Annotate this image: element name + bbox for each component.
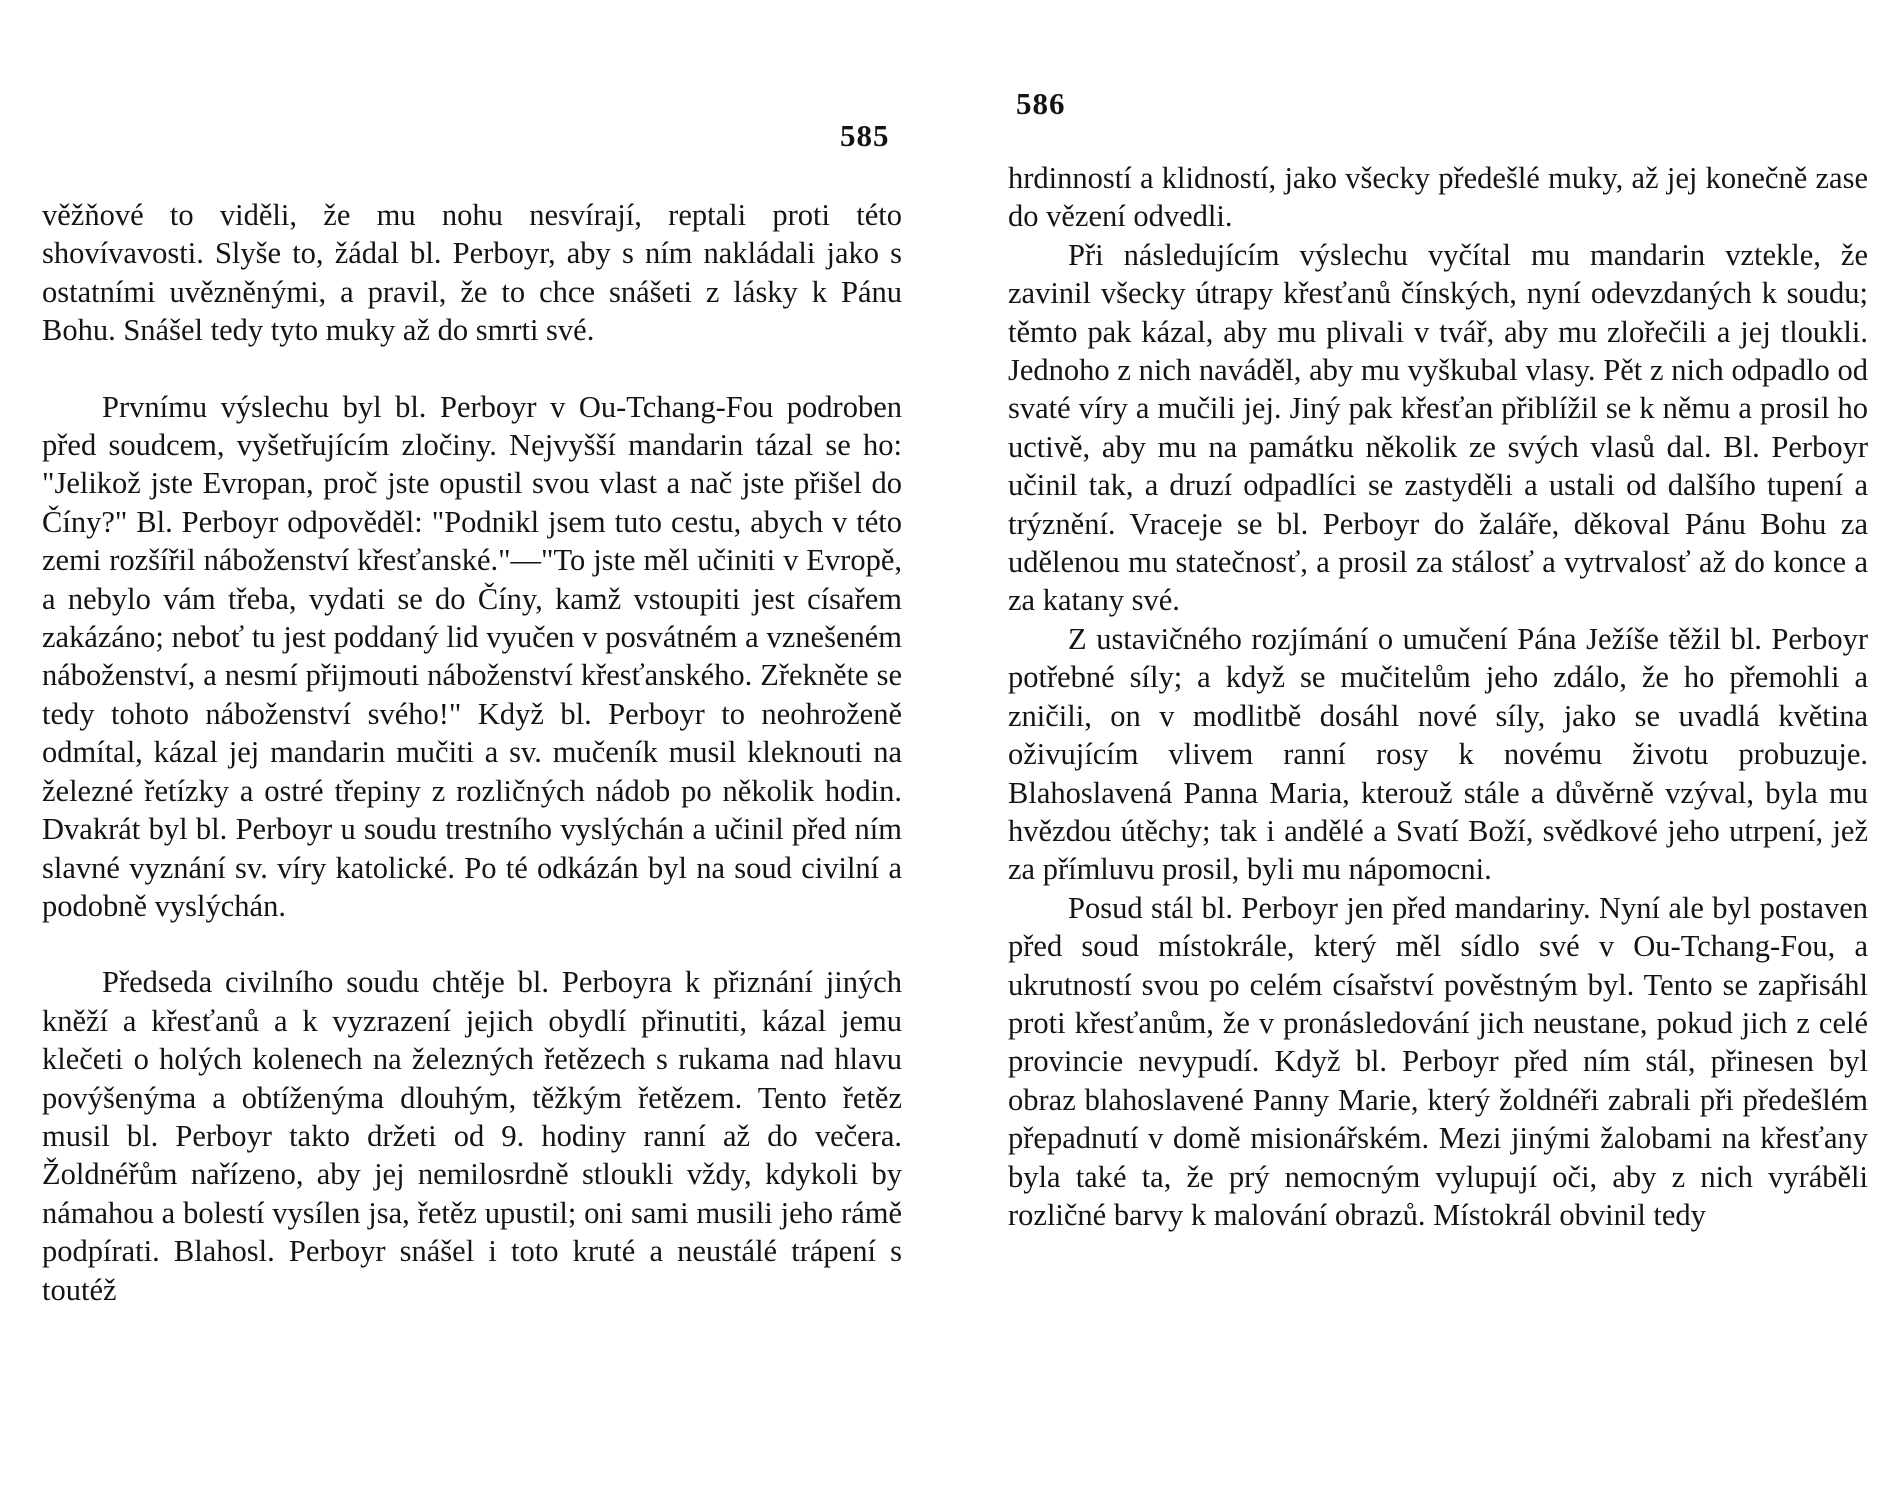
left-paragraph-3: Předseda civilního soudu chtěje bl. Perboyra k přiznání jiných kněží a křesťanů a k vyzrazení jejich obydlí přinutiti, kázal jemu klečeti o holých kolenech na železných řetězech s rukama nad hlavu povýšenýma a obtíženýma dlouhým, těžkým řetězem. Tento řetěz musil bl. Perboyr takto držeti od 9. hodiny ranní až do večera. Žoldnéřům nařízeno, aby jej nemilosrdně stloukli vždy, kdykoli by námahou a bolestí vysílen jsa, řetěz upustil; oni sami musili jeho rámě podpírati. Blahosl. Perboyr snášel i toto kruté a neustálé trápení s toutéž <box>42 965 902 1307</box>
right-paragraph-3: Z ustavičného rozjímání o umučení Pána Ježíše těžil bl. Perboyr potřebné síly; a když se mučitelům jeho zdálo, že ho přemohli a zničili, on v modlitbě dosáhl nové síly, jako se uvadlá květina oživujícím vlivem ranní rosy k novému životu probuzuje. Blahoslavená Panna Maria, kterouž stále a důvěrně vzýval, byla mu hvězdou útěchy; tak i andělé a Svatí Boží, svědkové jeho utrpení, jež za přímluvu prosil, byli mu nápomocni. <box>1008 621 1868 887</box>
left-paragraph-2: Prvnímu výslechu byl bl. Perboyr v Ou-Tchang-Fou podroben před soudcem, vyšetřujícím zločiny. Nejvyšší mandarin tázal se ho: "Jelikož jste Evropan, proč jste opustil svou vlast a nač jste přišel do Číny?" Bl. Perboyr odpověděl: "Podnikl jsem tuto cestu, abych v této zemi rozšířil náboženství křesťanské."—"To jste měl učiniti v Evropě, a nebylo vám třeba, vydati se do Číny, kamž vstoupiti jest císařem zakázáno; neboť tu jest poddaný lid vyučen v posvátném a vznešeném náboženství, a nesmí přijmouti náboženství křesťanského. Zřekněte se tedy tohoto náboženství svého!" Když bl. Perboyr to neohroženě odmítal, kázal jej mandarin mučiti a sv. mučeník musil kleknouti na železné řetízky a ostré třepiny z rozličných nádob po několik hodin. Dvakrát byl bl. Perboyr u soudu trestního vyslýchán a učinil před ním slavné vyznání sv. víry katolické. Po té odkázán byl na soud civilní a podobně vyslýchán. <box>42 389 902 923</box>
right-page-text <box>1008 159 1868 1234</box>
left-page-text <box>42 196 902 1309</box>
right-page <box>1008 0 1868 1500</box>
right-paragraph-4: Posud stál bl. Perboyr jen před mandariny. Nyní ale byl postaven před soud místokrále, který měl sídlo své v Ou-Tchang-Fou, a ukrutností svou po celém císařství pověstným byl. Tento se zapřisáhl proti křesťanům, že v pronásledování jich neustane, pokud jich z celé provincie nevypudí. Když bl. Perboyr před ním stál, přinesen byl obraz blahoslavené Panny Marie, který žoldnéři zabrali při předešlém přepadnutí v domě misionářském. Mezi jinými žalobami na křesťany byla také ta, že prý nemocným vylupují oči, aby z nich vyráběli rozličné barvy k malování obrazů. Místokrál obvinil tedy <box>1008 890 1868 1232</box>
right-page-number: 586 <box>1016 86 1066 121</box>
right-paragraph-1: hrdinností a klidností, jako všecky předešlé muky, až jej konečně zase do vězení odvedli. <box>1008 161 1868 234</box>
left-page-number: 585 <box>840 118 890 153</box>
left-page <box>42 0 902 1500</box>
left-paragraph-1: věžňové to viděli, že mu nohu nesvírají, reptali proti této shovívavosti. Slyše to, žádal bl. Perboyr, aby s ním nakládali jako s ostatními uvězněnými, a pravil, že to chce snášeti z lásky k Pánu Bohu. Snášel tedy tyto muky až do smrti své. <box>42 198 902 348</box>
right-paragraph-2: Při následujícím výslechu vyčítal mu mandarin vztekle, že zavinil všecky útrapy křesťanů čínských, nyní odevzdaných k soudu; těmto pak kázal, aby mu plivali v tvář, aby mu zlořečili a jej tloukli. Jednoho z nich naváděl, aby mu vyškubal vlasy. Pět z nich odpadlo od svaté víry a mučili jej. Jiný pak křesťan přiblížil se k němu a prosil ho uctivě, aby mu na památku několik ze svých vlasů dal. Bl. Perboyr učinil tak, a druzí odpadlíci se zastyděli a ustali od dalšího tupení a trýznění. Vraceje se bl. Perboyr do žaláře, děkoval Pánu Bohu za udělenou mu statečnosť, a prosil za stálosť a vytrvalosť až do konce a za katany své. <box>1008 237 1868 618</box>
